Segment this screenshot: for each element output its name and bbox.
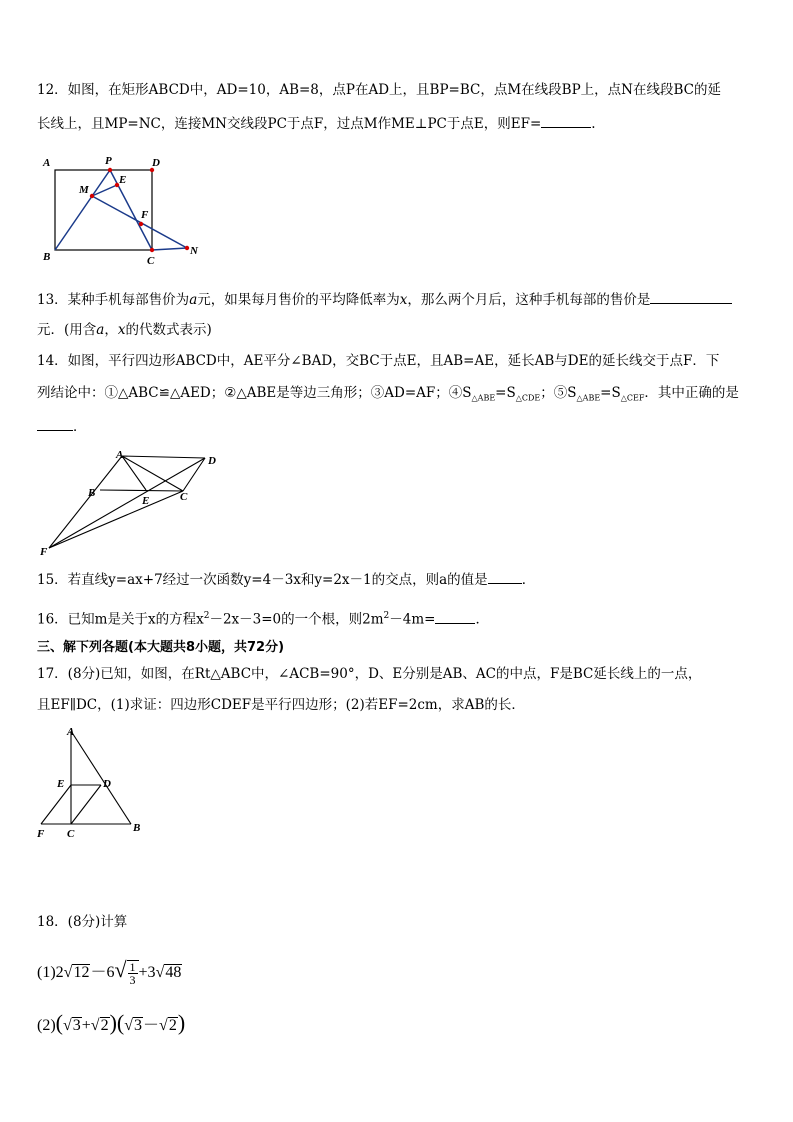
segment-cn — [152, 248, 187, 250]
q13-text-b: 元，如果每月售价的平均降低率为 — [197, 292, 400, 308]
sqrt-icon: √ — [63, 964, 73, 981]
q16-text-b: －2x－3=0的一个根，则2m — [209, 611, 384, 628]
q18-p2-radicand1: 3 — [72, 1017, 81, 1034]
q15-end: ． — [521, 572, 536, 588]
segment-cf — [49, 491, 183, 548]
label-e: E — [119, 174, 127, 186]
segment-dc — [183, 458, 205, 491]
label-d: D — [208, 455, 216, 467]
sqrt-icon: √ — [114, 957, 127, 982]
q13-line2 — [37, 320, 212, 340]
q14-figure — [37, 448, 227, 560]
q18-p1-radicand1: 12 — [73, 964, 90, 981]
q14-text-e: ．其中正确的是 — [644, 385, 739, 401]
q13-text-f: 的代数式表示) — [125, 322, 212, 338]
q18-p2-minus: － — [143, 1017, 160, 1034]
segment-ad — [122, 456, 205, 458]
label-d: D — [152, 157, 160, 169]
label-c: C — [147, 255, 155, 267]
q14-answer-blank — [37, 416, 73, 431]
sqrt-icon: √ — [159, 1017, 168, 1034]
q14-sub1: △ABE — [471, 393, 496, 403]
label-n: N — [190, 245, 198, 257]
sqrt-icon: √ — [62, 1017, 72, 1034]
label-f: F — [40, 546, 48, 558]
q18-p1-denominator: 3 — [129, 973, 136, 988]
label-f: F — [37, 828, 45, 840]
q14-text-c: ；⑤S — [540, 385, 577, 401]
q15-text: 15．若直线y=ax+7经过一次函数y=4－3x和y=2x－1的交点，则a的值是 — [37, 572, 488, 588]
section-3-heading: 三、解下列各题(本大题共8小题，共72分) — [37, 640, 285, 655]
q18-title: 18．(8分)计算 — [37, 914, 128, 930]
label-f: F — [141, 209, 149, 221]
q12-figure — [37, 150, 207, 268]
q16-end: ． — [475, 611, 489, 628]
label-e: E — [142, 495, 150, 507]
segment-bp — [55, 170, 110, 250]
q13-var-a: a — [189, 292, 198, 308]
label-m: M — [79, 184, 89, 196]
q14-line3 — [37, 416, 87, 437]
segment-af — [49, 456, 122, 548]
label-c: C — [67, 828, 75, 840]
q16-sup2: 2 — [383, 611, 390, 621]
label-e: E — [57, 778, 65, 790]
q18-p2-radicand2: 2 — [100, 1017, 109, 1034]
paren-close-icon: ) — [109, 1010, 117, 1035]
q16-line — [37, 606, 489, 630]
q14-text-d: =S — [600, 385, 621, 401]
q14-line1: 14．如图，平行四边形ABCD中，AE平分∠BAD，交BC于点E，且AB=AE，延长AB与DE的延长线交于点F．下 — [37, 353, 720, 369]
label-a: A — [116, 449, 124, 461]
sqrt-icon: √ — [155, 964, 165, 981]
q17-figure — [33, 723, 153, 843]
q18-p1-fraction — [127, 960, 139, 986]
q13-text-d: 元．(用含 — [37, 322, 97, 338]
segment-dc — [71, 785, 101, 824]
paren-close-icon: ) — [177, 1010, 186, 1035]
q15-answer-blank — [488, 569, 522, 584]
q14-text-f: ． — [73, 419, 87, 435]
label-b: B — [133, 822, 141, 834]
q12-line2-text: 长线上，且MP=NC，连接MN交线段PC于点F，过点M作ME⊥PC于点E，则EF= — [37, 116, 542, 132]
q18-p1-label: (1) — [37, 964, 56, 981]
q16-text-a: 16．已知m是关于x的方程x — [37, 611, 204, 628]
q12-line2 — [37, 113, 596, 134]
segment-mn — [92, 196, 187, 248]
paren-open-icon: ( — [116, 1010, 125, 1035]
q16-text-c: －4m= — [389, 611, 436, 628]
label-a: A — [67, 726, 75, 738]
q12-answer-blank — [541, 113, 591, 128]
sqrt-icon: √ — [90, 1017, 100, 1034]
q14-line2 — [37, 383, 739, 409]
segment-ef — [41, 785, 71, 824]
q13-answer-blank — [650, 289, 732, 304]
q14-sub3: △ABE — [576, 393, 601, 403]
q13-var-x2: x — [117, 322, 126, 338]
q17-line2: 且EF∥DC，(1)求证：四边形CDEF是平行四边形；(2)若EF=2cm，求AB的长． — [37, 697, 525, 713]
q14-sub4: △CEF — [620, 393, 645, 403]
label-p: P — [105, 155, 112, 167]
q18-p2-plus: + — [81, 1017, 91, 1034]
q14-sub2: △CDE — [515, 393, 541, 403]
q13-line1 — [37, 289, 732, 310]
q12-line2-end: . — [591, 116, 596, 132]
label-a: A — [43, 157, 51, 169]
q13-var-a2: a — [96, 322, 105, 338]
sqrt-icon: √ — [124, 1017, 134, 1034]
label-d: D — [103, 778, 111, 790]
q12-line1: 12．如图，在矩形ABCD中，AD=10，AB=8，点P在AD上，且BP=BC，点M在线段BP上，点N在线段BC的延 — [37, 82, 721, 98]
q16-answer-blank — [435, 609, 475, 624]
segment-df — [49, 458, 205, 548]
segment-ac — [122, 456, 183, 491]
q18-part1 — [37, 955, 182, 988]
q18-p1-numerator: 1 — [129, 960, 136, 975]
rectangle-abcd — [55, 170, 152, 250]
label-b: B — [88, 487, 96, 499]
segment-ae — [122, 456, 146, 490]
q18-p1-plus: +3 — [138, 964, 156, 981]
q14-text-a: 列结论中：①△ABC≌△AED；②△ABE是等边三角形；③AD=AF；④S — [37, 385, 472, 401]
q14-text-b: =S — [495, 385, 516, 401]
q18-p1-minus: －6 — [90, 964, 115, 981]
segment-ab — [71, 731, 131, 824]
segment-bc — [100, 490, 183, 491]
label-c: C — [180, 491, 188, 503]
q13-text-e: ， — [104, 322, 118, 338]
q18-p1-coef: 2 — [55, 964, 64, 981]
q17-line1: 17．(8分)已知，如图，在Rt△ABC中，∠ACB=90°，D、E分别是AB、AC的中点，F是BC延长线上的一点， — [37, 666, 702, 682]
label-b: B — [43, 251, 51, 263]
q18-p1-radicand2: 48 — [165, 964, 182, 981]
q18-p2-radicand3: 3 — [134, 1017, 143, 1034]
q13-text-a: 13．某种手机每部售价为 — [37, 292, 190, 308]
q18-p2-radicand4: 2 — [168, 1017, 177, 1034]
paren-open-icon: ( — [55, 1010, 63, 1035]
q16-sup1: 2 — [203, 611, 210, 621]
q15-line — [37, 569, 535, 590]
q13-text-c: ，那么两个月后，这种手机每部的售价是 — [407, 292, 651, 308]
q18-p2-label: (2) — [37, 1017, 56, 1034]
q18-part2 — [37, 1008, 185, 1041]
q13-var-x: x — [399, 292, 408, 308]
